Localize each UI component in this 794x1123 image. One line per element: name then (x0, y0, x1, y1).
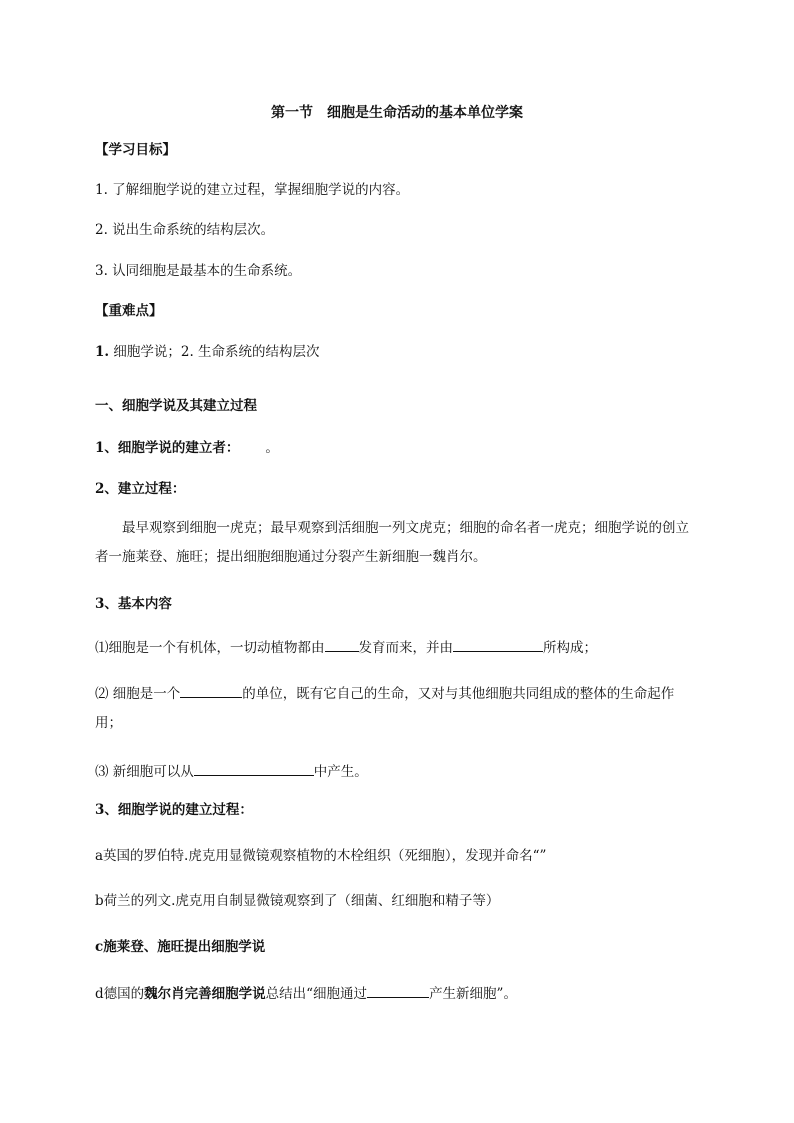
content-item-1 (95, 637, 597, 658)
content-item-2-b: 的单位，既有它自己的生命，又对与其他细胞共同组成的整体的生命起作用； (95, 686, 675, 731)
history-label: 3、细胞学说的建立过程： (95, 802, 253, 818)
process-text: 最早观察到细胞一虎克；最早观察到活细胞一列文虎克；细胞的命名者一虎克；细胞学说的创立者一施莱登、施旺；提出细胞细胞通过分裂产生新细胞一魏肖尔。 (95, 520, 689, 565)
history-d-c: 产生新细胞”。 (429, 986, 517, 1002)
blank-3 (180, 683, 242, 698)
history-d-bold: 魏尔肖完善细胞学说 (144, 986, 266, 1002)
blank-1 (325, 637, 359, 652)
history-item-b: b荷兰的列文.虎克用自制显微镜观察到了（细菌、红细胞和精子等） (95, 893, 500, 909)
objective-item-3: 3. 认同细胞是最基本的生命系统。 (95, 263, 302, 279)
content-item-2 (95, 680, 700, 738)
history-item-a: a英国的罗伯特.虎克用显微镜观察植物的木栓组织（死细胞），发现并命名“” (95, 848, 547, 864)
section1-heading: 一、细胞学说及其建立过程 (95, 398, 257, 414)
content-item-3-b: 中产生。 (313, 764, 368, 780)
content-label: 3、基本内容 (95, 596, 172, 612)
content-item-3-a: ⑶ 新细胞可以从 (95, 764, 194, 780)
founders-label: 1、细胞学说的建立者： (95, 440, 240, 456)
history-d-a: d德国的 (95, 986, 145, 1002)
page-title: 第一节 细胞是生命活动的基本单位学案 (271, 105, 523, 121)
key-points-number: 1. (95, 344, 110, 360)
process-label: 2、建立过程： (95, 481, 186, 497)
content-item-1-a: ⑴细胞是一个有机体，一切动植物都由 (95, 640, 325, 656)
objective-item-2: 2. 说出生命系统的结构层次。 (95, 222, 275, 238)
blank-4 (194, 761, 314, 776)
content-item-1-c: 所构成； (543, 640, 597, 656)
key-points-heading: 【重难点】 (95, 303, 163, 319)
history-item-d (95, 983, 517, 1004)
content-item-2-a: ⑵ 细胞是一个 (95, 686, 181, 702)
blank-2 (453, 637, 543, 652)
key-points-text (95, 342, 320, 362)
founders-line (95, 438, 279, 458)
history-d-b: 总结出“细胞通过 (265, 986, 368, 1002)
content-item-3 (95, 761, 368, 782)
objectives-heading: 【学习目标】 (95, 142, 176, 158)
objective-item-1: 1. 了解细胞学说的建立过程，掌握细胞学说的内容。 (95, 182, 410, 198)
history-item-c: c施莱登、施旺提出细胞学说 (95, 939, 266, 955)
founders-end: 。 (265, 440, 279, 456)
content-item-1-b: 发育而来，并由 (358, 640, 453, 656)
blank-5 (367, 983, 429, 998)
key-points-content: 细胞学说；2. 生命系统的结构层次 (113, 344, 320, 360)
